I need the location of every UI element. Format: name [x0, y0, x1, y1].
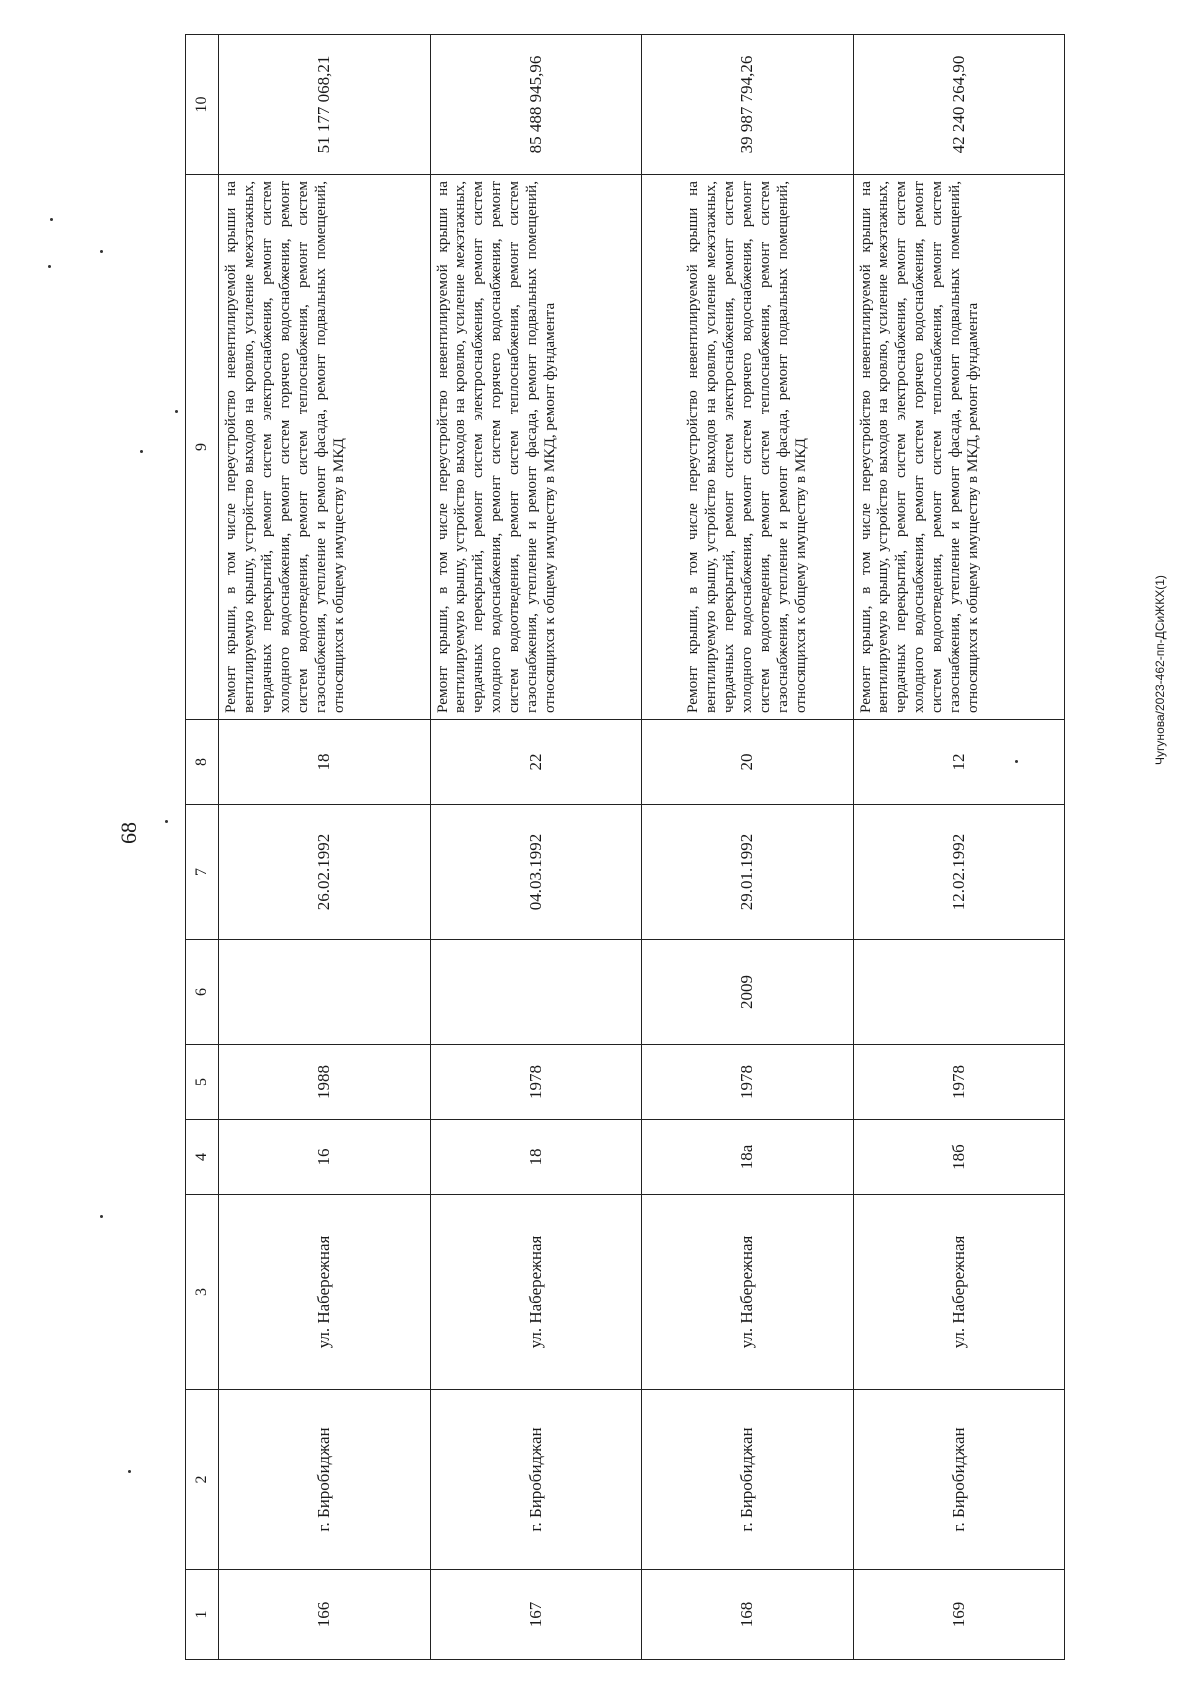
column-number: 2 [186, 1390, 219, 1570]
scan-speck [128, 1470, 131, 1473]
street-cell: ул. Набережная [642, 1195, 854, 1390]
scan-speck [100, 250, 103, 253]
works-cell: Ремонт крыши, в том числе переустройство невентилируемой крыши на вентилируемую крышу, устройство выходов на кровлю, усиление межэтажных, чердачных перекрытий, ремонт систем электроснабжения, ремонт систем холодного водоснабжения, ремонт систем горячего водоснабжения, ремонт систем водоотведения, ремонт систем теплоснабжения, ремонт систем газоснабжения, утепление и ремонт фасада, ремонт подвальных помещений, относящихся к общему имуществу в МКД, ремонт фундамента [430, 175, 642, 720]
table-row [853, 35, 1065, 1660]
scan-speck [165, 820, 168, 823]
document-reference [1150, 575, 1170, 765]
count-cell: 22 [430, 720, 642, 805]
count-cell: 18 [219, 720, 431, 805]
column-number: 6 [186, 940, 219, 1045]
year-overhaul-cell: 2009 [642, 940, 854, 1045]
row-number: 166 [219, 1570, 431, 1660]
year-built-cell: 1978 [853, 1045, 1065, 1120]
scan-speck [50, 218, 53, 221]
column-number: 8 [186, 720, 219, 805]
register-table-container [185, 35, 1065, 1660]
scan-speck [140, 450, 143, 453]
table-row [219, 35, 431, 1660]
house-cell: 18а [642, 1120, 854, 1195]
street-cell: ул. Набережная [853, 1195, 1065, 1390]
year-overhaul-cell [430, 940, 642, 1045]
column-number: 4 [186, 1120, 219, 1195]
column-number: 1 [186, 1570, 219, 1660]
scan-speck [1015, 760, 1018, 763]
column-number: 5 [186, 1045, 219, 1120]
column-number: 10 [186, 35, 219, 175]
page-number: 68 [116, 822, 141, 844]
scan-speck [48, 265, 51, 268]
date-cell: 12.02.1992 [853, 805, 1065, 940]
year-built-cell: 1978 [430, 1045, 642, 1120]
cost-cell: 85 488 945,96 [430, 35, 642, 175]
scan-speck [100, 1215, 103, 1218]
works-cell: Ремонт крыши, в том числе переустройство невентилируемой крыши на вентилируемую крышу, устройство выходов на кровлю, усиление межэтажных, чердачных перекрытий, ремонт систем электроснабжения, ремонт систем холодного водоснабжения, ремонт систем горячего водоснабжения, ремонт систем водоотведения, ремонт систем теплоснабжения, ремонт систем газоснабжения, утепление и ремонт фасада, ремонт подвальных помещений, относящихся к общему имуществу в МКД, ремонт фундамента [853, 175, 1065, 720]
table-row [642, 35, 854, 1660]
column-number: 9 [186, 175, 219, 720]
year-built-cell: 1988 [219, 1045, 431, 1120]
city-cell: г. Биробиджан [219, 1390, 431, 1570]
cost-cell: 51 177 068,21 [219, 35, 431, 175]
street-cell: ул. Набережная [219, 1195, 431, 1390]
date-cell: 29.01.1992 [642, 805, 854, 940]
register-table [185, 34, 1065, 1660]
cost-cell: 39 987 794,26 [642, 35, 854, 175]
column-number-row [186, 35, 219, 1660]
cost-cell: 42 240 264,90 [853, 35, 1065, 175]
house-cell: 16 [219, 1120, 431, 1195]
count-cell: 12 [853, 720, 1065, 805]
year-built-cell: 1978 [642, 1045, 854, 1120]
city-cell: г. Биробиджан [853, 1390, 1065, 1570]
document-reference-text: Чугунова/2023-462-пп-ДСиЖКХ(1) [1153, 575, 1167, 765]
city-cell: г. Биробиджан [642, 1390, 854, 1570]
date-cell: 26.02.1992 [219, 805, 431, 940]
table-row [430, 35, 642, 1660]
column-number: 3 [186, 1195, 219, 1390]
row-number: 167 [430, 1570, 642, 1660]
row-number: 168 [642, 1570, 854, 1660]
date-cell: 04.03.1992 [430, 805, 642, 940]
house-cell: 18б [853, 1120, 1065, 1195]
column-number: 7 [186, 805, 219, 940]
works-cell: Ремонт крыши, в том числе переустройство невентилируемой крыши на вентилируемую крышу, устройство выходов на кровлю, усиление межэтажных, чердачных перекрытий, ремонт систем электроснабжения, ремонт систем холодного водоснабжения, ремонт систем горячего водоснабжения, ремонт систем водоотведения, ремонт систем теплоснабжения, ремонт систем газоснабжения, утепление и ремонт фасада, ремонт подвальных помещений, относящихся к общему имуществу в МКД [219, 175, 431, 720]
count-cell: 20 [642, 720, 854, 805]
row-number: 169 [853, 1570, 1065, 1660]
street-cell: ул. Набережная [430, 1195, 642, 1390]
scan-speck [175, 410, 178, 413]
year-overhaul-cell [853, 940, 1065, 1045]
year-overhaul-cell [219, 940, 431, 1045]
city-cell: г. Биробиджан [430, 1390, 642, 1570]
works-cell: Ремонт крыши, в том числе переустройство невентилируемой крыши на вентилируемую крышу, устройство выходов на кровлю, усиление межэтажных, чердачных перекрытий, ремонт систем электроснабжения, ремонт систем холодного водоснабжения, ремонт систем горячего водоснабжения, ремонт систем водоотведения, ремонт систем теплоснабжения, ремонт систем газоснабжения, утепление и ремонт фасада, ремонт подвальных помещений, относящихся к общему имуществу в МКД [642, 175, 854, 720]
house-cell: 18 [430, 1120, 642, 1195]
